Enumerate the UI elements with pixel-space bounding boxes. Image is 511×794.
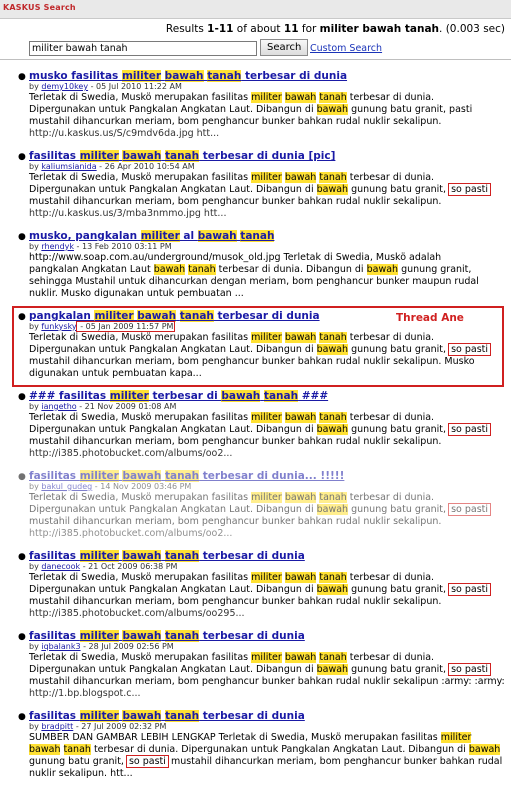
text-segment: Terletak di Swedia, Muskö merupakan fasilitas <box>29 332 252 343</box>
text-segment: Dipergunakan untuk Pangkalan Angkatan Laut. Dibangun di <box>29 424 317 435</box>
query-highlight: militer <box>121 70 162 82</box>
results-list <box>18 70 504 790</box>
results-summary <box>166 23 505 35</box>
text-segment: Terletak di Swedia, Muskö merupakan fasilitas <box>29 652 252 663</box>
text-segment: terbesar di dunia. <box>346 572 435 583</box>
text-segment: Terletak di Swedia, Muskö merupakan fasilitas <box>29 412 252 423</box>
text-segment: terbesar di dunia <box>199 630 305 642</box>
query-highlight: tanah <box>164 710 200 722</box>
text-segment: mustahil dihancurkan meriam, bom penghancur bunker bahkan rudal nuklir sekalipun. Musko <box>29 356 475 367</box>
result-meta <box>29 82 504 92</box>
boxed-phrase: so pasti <box>451 584 489 595</box>
text-segment: gunung batu granit, <box>348 344 450 355</box>
snippet-line <box>29 504 504 516</box>
result-title-link[interactable] <box>29 150 504 162</box>
query-highlight: tanah <box>263 390 299 402</box>
results-count: 11 <box>283 23 299 35</box>
snippet-line <box>29 252 504 264</box>
bullet-icon: ● <box>18 632 26 642</box>
query-highlight: bawah <box>284 412 317 423</box>
boxed-phrase: so pasti <box>451 424 489 435</box>
snippet-line <box>29 436 504 448</box>
by-label: by <box>29 562 42 571</box>
query-highlight: tanah <box>319 492 347 503</box>
query-highlight: militer <box>140 230 180 242</box>
query-highlight: tanah <box>164 150 200 162</box>
results-query: militer bawah tanah <box>319 23 440 35</box>
text-segment: terbesar di dunia <box>199 710 305 722</box>
author-link[interactable]: iqbalank3 <box>41 642 81 651</box>
query-highlight: militer <box>251 92 282 103</box>
snippet-line <box>29 756 504 768</box>
query-highlight: bawah <box>316 584 349 595</box>
result-title-link[interactable] <box>29 70 504 82</box>
text-segment: terbesar di dunia. <box>346 652 435 663</box>
text-segment: gunung batu granit, pasti <box>348 104 473 115</box>
snippet-line <box>29 572 504 584</box>
boxed-phrase: so pasti <box>451 344 489 355</box>
search-result <box>18 390 504 460</box>
query-highlight: bawah <box>316 504 349 515</box>
query-highlight: bawah <box>284 332 317 343</box>
search-result <box>18 630 504 700</box>
boxed-phrase: so pasti <box>128 756 166 767</box>
snippet-line <box>29 664 504 676</box>
boxed-phrase: so pasti <box>451 504 489 515</box>
query-highlight: bawah <box>468 744 501 755</box>
post-date: - 14 Nov 2009 03:46 PM <box>92 482 192 491</box>
results-range: 1-11 <box>207 23 234 35</box>
text-segment: mustahil dihancurkan meriam, bom penghancur bunker bahkan rudal <box>167 756 503 767</box>
result-url: http://i385.photobucket.com/albums/oo2... <box>29 448 233 459</box>
query-highlight: tanah <box>319 92 347 103</box>
query-highlight: bawah <box>284 652 317 663</box>
query-highlight: bawah <box>164 70 204 82</box>
query-highlight: tanah <box>319 652 347 663</box>
text-segment: gunung granit, <box>398 264 472 275</box>
bullet-icon: ● <box>18 312 26 322</box>
query-highlight: bawah <box>366 264 399 275</box>
result-url: http://u.kaskus.us/S/c9mdv6da.jpg htt... <box>29 128 220 139</box>
text-segment: musko, pangkalan <box>29 230 141 242</box>
snippet-line <box>29 652 504 664</box>
search-result <box>18 470 504 540</box>
query-highlight: tanah <box>164 470 200 482</box>
snippet-line <box>29 744 504 756</box>
search-result <box>18 70 504 140</box>
result-meta <box>29 482 504 492</box>
snippet-line <box>29 768 504 780</box>
text-segment: terbesar di dunia <box>199 550 305 562</box>
by-label: by <box>29 162 42 171</box>
query-highlight: tanah <box>319 412 347 423</box>
text-segment: gunung batu granit, <box>348 424 450 435</box>
boxed-phrase: so pasti <box>451 184 489 195</box>
text-segment: gunung batu granit, <box>348 504 450 515</box>
query-highlight: militer <box>440 732 472 743</box>
snippet-line <box>29 116 504 128</box>
post-date: - 21 Nov 2009 01:08 AM <box>76 402 177 411</box>
thread-label: Thread Ane <box>396 312 464 324</box>
query-highlight: bawah <box>284 92 317 103</box>
text-segment: Dipergunakan untuk Pangkalan Angkatan Laut. Dibangun di <box>29 664 317 675</box>
query-highlight: militer <box>251 652 282 663</box>
top-bar <box>0 0 511 19</box>
query-highlight: militer <box>79 710 119 722</box>
query-highlight: tanah <box>319 572 347 583</box>
snippet-line <box>29 492 504 504</box>
search-result <box>18 710 504 780</box>
text-segment: nuklir. Musko digunakan untuk pembuatan ... <box>29 288 244 299</box>
query-highlight: militer <box>79 550 119 562</box>
query-highlight: tanah <box>319 332 347 343</box>
text-segment: gunung batu granit, <box>348 184 450 195</box>
query-highlight: bawah <box>153 264 186 275</box>
result-url: http://i385.photobucket.com/albums/oo295... <box>29 608 245 619</box>
post-date: - 27 Jul 2009 02:32 PM <box>73 722 167 731</box>
snippet-line <box>29 184 504 196</box>
text-segment: fasilitas <box>29 150 80 162</box>
text-segment: mustahil dihancurkan meriam, bom penghancur bunker bahkan rudal nuklir sekalipun :army: :army: <box>29 676 505 687</box>
text-segment: terbesar di dunia <box>241 70 348 82</box>
search-result <box>18 150 504 220</box>
result-title-link[interactable] <box>29 630 504 642</box>
text-segment: fasilitas <box>29 630 80 642</box>
text-segment: Dipergunakan untuk Pangkalan Angkatan Laut. Dibangun di <box>29 104 317 115</box>
text-segment: pangkalan Angkatan Laut <box>29 264 154 275</box>
by-label: by <box>29 482 42 491</box>
text-segment: Terletak di Swedia, Muskö merupakan fasilitas <box>29 492 252 503</box>
query-highlight: bawah <box>316 424 349 435</box>
bullet-icon: ● <box>18 152 26 162</box>
by-label: by <box>29 402 42 411</box>
text-segment: SUMBER DAN GAMBAR LEBIH LENGKAP Terletak di Swedia, Muskö merupakan fasilitas <box>29 732 441 743</box>
search-input[interactable] <box>29 41 257 56</box>
query-highlight: bawah <box>284 572 317 583</box>
bullet-icon: ● <box>18 552 26 562</box>
result-title-link[interactable] <box>29 230 504 242</box>
result-meta <box>29 642 504 652</box>
result-url: http://i385.photobucket.com/albums/oo2... <box>29 528 233 539</box>
result-meta <box>29 722 504 732</box>
author-link[interactable]: rhendyk <box>41 242 75 251</box>
text-segment: terbesar di dunia. Dipergunakan untuk Pangkalan Angkatan Laut. Dibangun di <box>90 744 469 755</box>
author-link[interactable]: iangetho <box>41 402 77 411</box>
text-segment: digunakan untuk pembuatan kapa... <box>29 368 202 379</box>
query-highlight: militer <box>251 172 282 183</box>
query-highlight: bawah <box>316 184 349 195</box>
snippet-line <box>29 596 504 608</box>
snippet-line <box>29 92 504 104</box>
author-link[interactable]: demy10key <box>41 82 89 91</box>
author-link[interactable]: kaliumsianida <box>41 162 97 171</box>
result-url: http://1.bp.blogspot.c... <box>29 688 141 699</box>
text-segment: terbesar di dunia. Dibangun di <box>215 264 367 275</box>
text-segment: mustahil dihancurkan meriam, bom penghancur bunker bahkan rudal nuklir sekalipun. <box>29 116 442 127</box>
query-highlight: tanah <box>164 630 200 642</box>
query-highlight: tanah <box>319 172 347 183</box>
search-result <box>18 230 504 300</box>
query-highlight: bawah <box>122 470 162 482</box>
search-button[interactable]: Search <box>260 39 308 56</box>
result-title-link[interactable] <box>29 470 504 482</box>
text-segment: Dipergunakan untuk Pangkalan Angkatan Laut. Dibangun di <box>29 584 317 595</box>
summary-mid: of about <box>236 23 281 35</box>
text-segment: ### fasilitas <box>29 390 110 402</box>
text-segment: mustahil dihancurkan meriam, bom penghancur bunker bahkan rudal nuklir sekalipun. <box>29 436 442 447</box>
text-segment: al <box>179 230 198 242</box>
text-segment: terbesar di dunia... !!!!! <box>199 470 345 482</box>
text-segment: Dipergunakan untuk Pangkalan Angkatan Laut. Dibangun di <box>29 344 317 355</box>
result-title-link[interactable] <box>29 550 504 562</box>
text-segment: gunung batu granit, <box>29 756 127 767</box>
query-highlight: militer <box>251 412 282 423</box>
author-link[interactable]: danecook <box>41 562 81 571</box>
text-segment: fasilitas <box>29 470 80 482</box>
post-date: - 28 Jul 2009 02:56 PM <box>80 642 174 651</box>
text-segment: terbesar di dunia. <box>346 412 435 423</box>
summary-for: for <box>301 23 317 35</box>
text-segment: http://www.soap.com.au/underground/musok_old.jpg Terletak di Swedia, Muskö adalah <box>29 252 442 263</box>
bullet-icon: ● <box>18 392 26 402</box>
query-highlight: militer <box>79 630 119 642</box>
query-highlight: militer <box>251 572 282 583</box>
text-segment: mustahil dihancurkan meriam, bom penghancur bunker bahkan rudal nuklir sekalipun. <box>29 516 442 527</box>
query-highlight: militer <box>251 332 282 343</box>
query-highlight: bawah <box>122 710 162 722</box>
query-highlight: militer <box>79 150 119 162</box>
query-highlight: tanah <box>179 310 214 322</box>
result-meta <box>29 242 504 252</box>
kaskus-logo: KASKUS Search <box>3 3 76 12</box>
snippet-line <box>29 424 504 436</box>
text-segment: sehingga Mustahil untuk dihancurkan dengan meriam, bom penghancur bunker maupun rudal <box>29 276 479 287</box>
text-segment: Dipergunakan untuk Pangkalan Angkatan Laut. Dibangun di <box>29 504 317 515</box>
snippet-line <box>29 288 504 300</box>
query-highlight: tanah <box>188 264 216 275</box>
query-highlight: militer <box>109 390 149 402</box>
snippet-line <box>29 276 504 288</box>
text-segment: terbesar di dunia <box>213 310 320 322</box>
post-date: - 13 Feb 2010 03:11 PM <box>74 242 172 251</box>
query-highlight: bawah <box>284 172 317 183</box>
post-date: - 21 Oct 2009 06:38 PM <box>80 562 178 571</box>
snippet-line <box>29 584 504 596</box>
snippet-line <box>29 412 504 424</box>
result-title-link[interactable] <box>29 710 504 722</box>
snippet-line <box>29 676 504 688</box>
text-segment: ### <box>298 390 329 402</box>
text-segment: terbesar di dunia. <box>346 92 435 103</box>
query-highlight: militer <box>79 470 119 482</box>
custom-search-link[interactable]: Custom Search <box>310 43 383 54</box>
text-segment: terbesar di <box>148 390 222 402</box>
boxed-phrase: so pasti <box>451 664 489 675</box>
query-highlight: bawah <box>316 104 349 115</box>
author-link[interactable]: funkysky <box>41 322 77 331</box>
query-highlight: tanah <box>63 744 91 755</box>
result-meta <box>29 162 504 172</box>
snippet-line <box>29 104 504 116</box>
text-segment: fasilitas <box>29 550 80 562</box>
result-title-link[interactable] <box>29 390 504 402</box>
text-segment: nuklir sekalipun. htt... <box>29 768 133 779</box>
search-result <box>18 550 504 620</box>
query-highlight: militer <box>251 492 282 503</box>
post-date: - 26 Apr 2010 10:54 AM <box>96 162 195 171</box>
result-meta <box>29 562 504 572</box>
search-bar <box>0 19 511 60</box>
text-segment: Terletak di Swedia, Muskö merupakan fasilitas <box>29 572 252 583</box>
text-segment: fasilitas <box>29 710 80 722</box>
result-url: http://u.kaskus.us/3/mba3nmmo.jpg htt... <box>29 208 227 219</box>
by-label: by <box>29 242 42 251</box>
query-highlight: militer <box>94 310 134 322</box>
post-date: - 05 Jan 2009 11:57 PM <box>77 322 174 331</box>
text-segment: terbesar di dunia. <box>346 172 435 183</box>
snippet-line <box>29 196 504 208</box>
results-time: . (0.003 sec) <box>439 23 505 35</box>
author-link[interactable]: bakul_gudeg <box>41 482 93 491</box>
snippet-line <box>29 516 504 528</box>
query-highlight: bawah <box>221 390 261 402</box>
text-segment: gunung batu granit, <box>348 664 450 675</box>
text-segment: mustahil dihancurkan meriam, bom penghancur bunker bahkan rudal nuklir sekalipun. <box>29 196 442 207</box>
text-segment: gunung batu granit, <box>348 584 450 595</box>
query-highlight: tanah <box>164 550 200 562</box>
summary-prefix: Results <box>165 23 204 35</box>
text-segment: mustahil dihancurkan meriam, bom penghancur bunker bahkan rudal nuklir sekalipun. <box>29 596 442 607</box>
bullet-icon: ● <box>18 712 26 722</box>
query-highlight: bawah <box>197 230 237 242</box>
result-meta <box>29 402 504 412</box>
post-date: - 05 Jul 2010 11:22 AM <box>88 82 182 91</box>
by-label: by <box>29 722 42 731</box>
query-highlight: tanah <box>240 230 275 242</box>
query-highlight: bawah <box>316 344 349 355</box>
query-highlight: bawah <box>122 630 162 642</box>
query-highlight: bawah <box>122 150 162 162</box>
query-highlight: bawah <box>316 664 349 675</box>
bullet-icon: ● <box>18 72 26 82</box>
text-segment: terbesar di dunia. <box>346 492 435 503</box>
author-link[interactable]: bradpitt <box>41 722 74 731</box>
snippet-line <box>29 732 504 744</box>
bullet-icon: ● <box>18 232 26 242</box>
query-highlight: bawah <box>122 550 162 562</box>
snippet-line <box>29 264 504 276</box>
snippet-line <box>29 172 504 184</box>
query-highlight: bawah <box>284 492 317 503</box>
by-label: by <box>29 82 42 91</box>
by-label: by <box>29 642 42 651</box>
text-segment: musko fasilitas <box>29 70 122 82</box>
text-segment: terbesar di dunia [pic] <box>199 150 336 162</box>
query-highlight: bawah <box>137 310 177 322</box>
text-segment: Terletak di Swedia, Muskö merupakan fasilitas <box>29 172 252 183</box>
bullet-icon: ● <box>18 472 26 482</box>
query-highlight: tanah <box>207 70 242 82</box>
text-segment: Dipergunakan untuk Pangkalan Angkatan Laut. Dibangun di <box>29 184 317 195</box>
text-segment: pangkalan <box>29 310 95 322</box>
query-highlight: bawah <box>29 744 61 755</box>
by-label: by <box>29 322 42 331</box>
text-segment: terbesar di dunia. <box>346 332 435 343</box>
text-segment: Terletak di Swedia, Muskö merupakan fasilitas <box>29 92 252 103</box>
